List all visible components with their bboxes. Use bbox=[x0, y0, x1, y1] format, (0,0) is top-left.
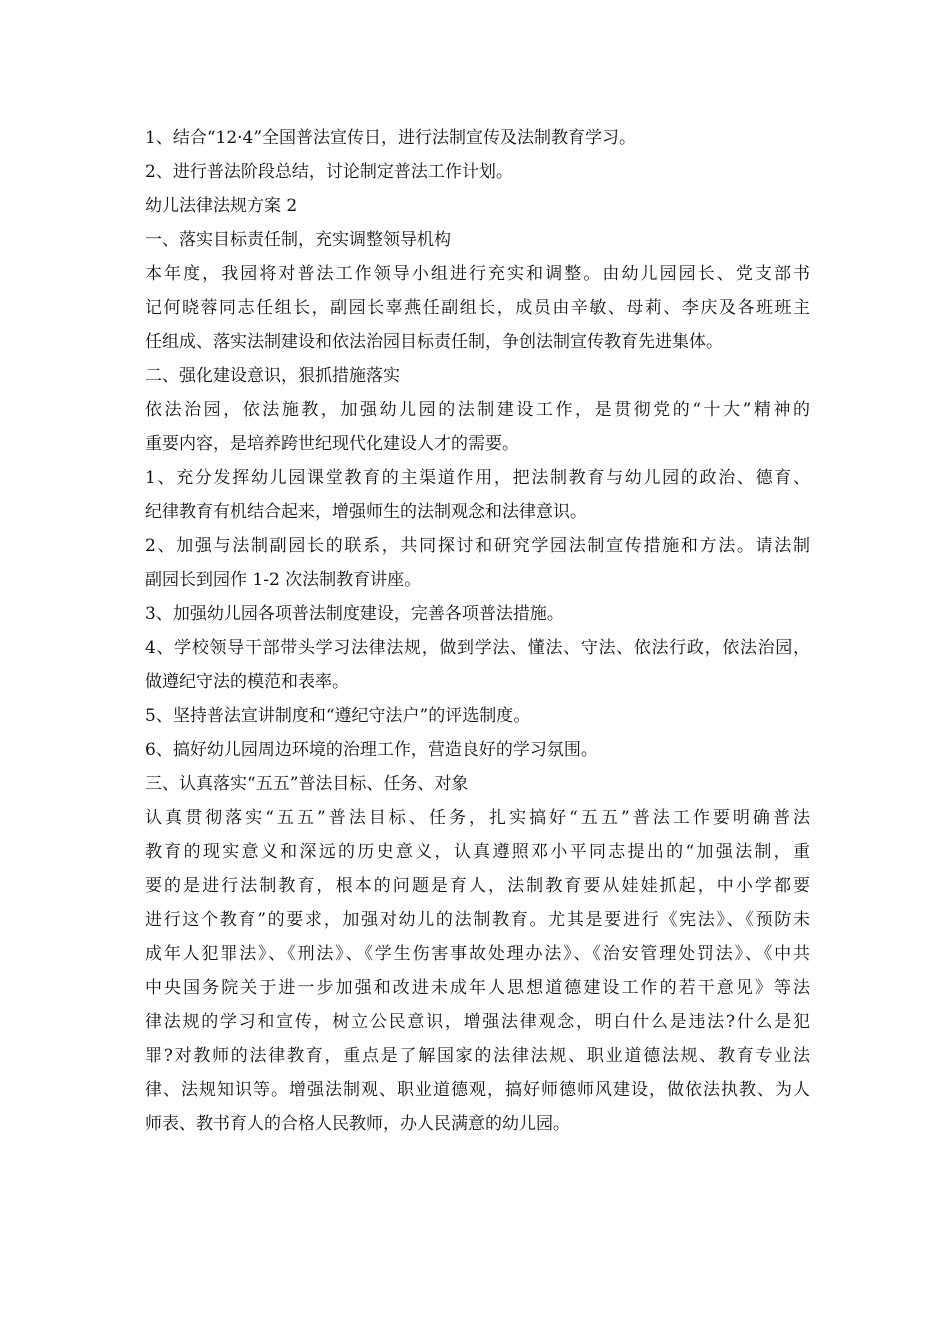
text-line: 副园长到园作 1-2 次法制教育讲座。 bbox=[145, 570, 422, 590]
text-line: 教育的现实意义和深远的历史意义，认真遵照邓小平同志提出的“加强法制，重 bbox=[145, 842, 810, 862]
text-line: 成年人犯罪法》、《刑法》、《学生伤害事故处理办法》、《治安管理处罚法》、《中共 bbox=[145, 944, 810, 964]
text-line: 律法规的学习和宣传，树立公民意识，增强法律观念，明白什么是违法?什么是犯 bbox=[145, 1012, 810, 1032]
text-line: 2、进行普法阶段总结，讨论制定普法工作计划。 bbox=[145, 162, 513, 182]
text-line: 记何晓蓉同志任组长，副园长辜燕任副组长，成员由辛敏、母莉、李庆及各班班主 bbox=[145, 298, 810, 318]
text-line: 5、坚持普法宣讲制度和“遵纪守法户”的评选制度。 bbox=[145, 706, 531, 726]
text-line: 重要内容，是培养跨世纪现代化建设人才的需要。 bbox=[145, 434, 519, 454]
text-line: 本年度，我园将对普法工作领导小组进行充实和调整。由幼儿园园长、党支部书 bbox=[145, 264, 810, 284]
text-line: 4、学校领导干部带头学习法律法规，做到学法、懂法、守法、依法行政，依法治园， bbox=[145, 638, 810, 658]
text-line: 罪?对教师的法律教育，重点是了解国家的法律法规、职业道德法规、教育专业法 bbox=[145, 1046, 810, 1066]
text-line: 中央国务院关于进一步加强和改进未成年人思想道德建设工作的若干意见》等法 bbox=[145, 978, 810, 998]
text-line: 师表、教书育人的合格人民教师，办人民满意的幼儿园。 bbox=[145, 1114, 570, 1134]
document-body bbox=[145, 121, 810, 1141]
text-line: 一、落实目标责任制，充实调整领导机构 bbox=[145, 230, 451, 250]
text-line: 二、强化建设意识，狠抓措施落实 bbox=[145, 366, 400, 386]
text-line: 要的是进行法制教育，根本的问题是育人，法制教育要从娃娃抓起，中小学都要 bbox=[145, 876, 810, 896]
text-line: 进行这个教育”的要求，加强对幼儿的法制教育。尤其是要进行《宪法》、《预防未 bbox=[145, 910, 810, 930]
text-line: 三、认真落实“五五”普法目标、任务、对象 bbox=[145, 774, 469, 794]
text-line: 认真贯彻落实“五五”普法目标、任务，扎实搞好“五五”普法工作要明确普法 bbox=[145, 808, 810, 828]
text-line: 任组成、落实法制建设和依法治园目标责任制，争创法制宣传教育先进集体。 bbox=[145, 332, 723, 352]
text-line: 依法治园，依法施教，加强幼儿园的法制建设工作，是贯彻党的“十大”精神的 bbox=[145, 400, 810, 420]
text-line: 律、法规知识等。增强法制观、职业道德观，搞好师德师风建设，做依法执教、为人 bbox=[145, 1080, 810, 1100]
text-line: 2、加强与法制副园长的联系，共同探讨和研究学园法制宣传措施和方法。请法制 bbox=[145, 536, 810, 556]
text-line: 1、充分发挥幼儿园课堂教育的主渠道作用，把法制教育与幼儿园的政治、德育、 bbox=[145, 468, 810, 488]
text-line: 做遵纪守法的模范和表率。 bbox=[145, 672, 349, 692]
text-line: 3、加强幼儿园各项普法制度建设，完善各项普法措施。 bbox=[145, 604, 564, 624]
text-line: 1、结合“12·4”全国普法宣传日，进行法制宣传及法制教育学习。 bbox=[145, 128, 637, 148]
text-line: 纪律教育有机结合起来，增强师生的法制观念和法律意识。 bbox=[145, 502, 587, 522]
text-line: 6、搞好幼儿园周边环境的治理工作，营造良好的学习氛围。 bbox=[145, 740, 598, 760]
text-line: 幼儿法律法规方案 2 bbox=[145, 196, 298, 216]
